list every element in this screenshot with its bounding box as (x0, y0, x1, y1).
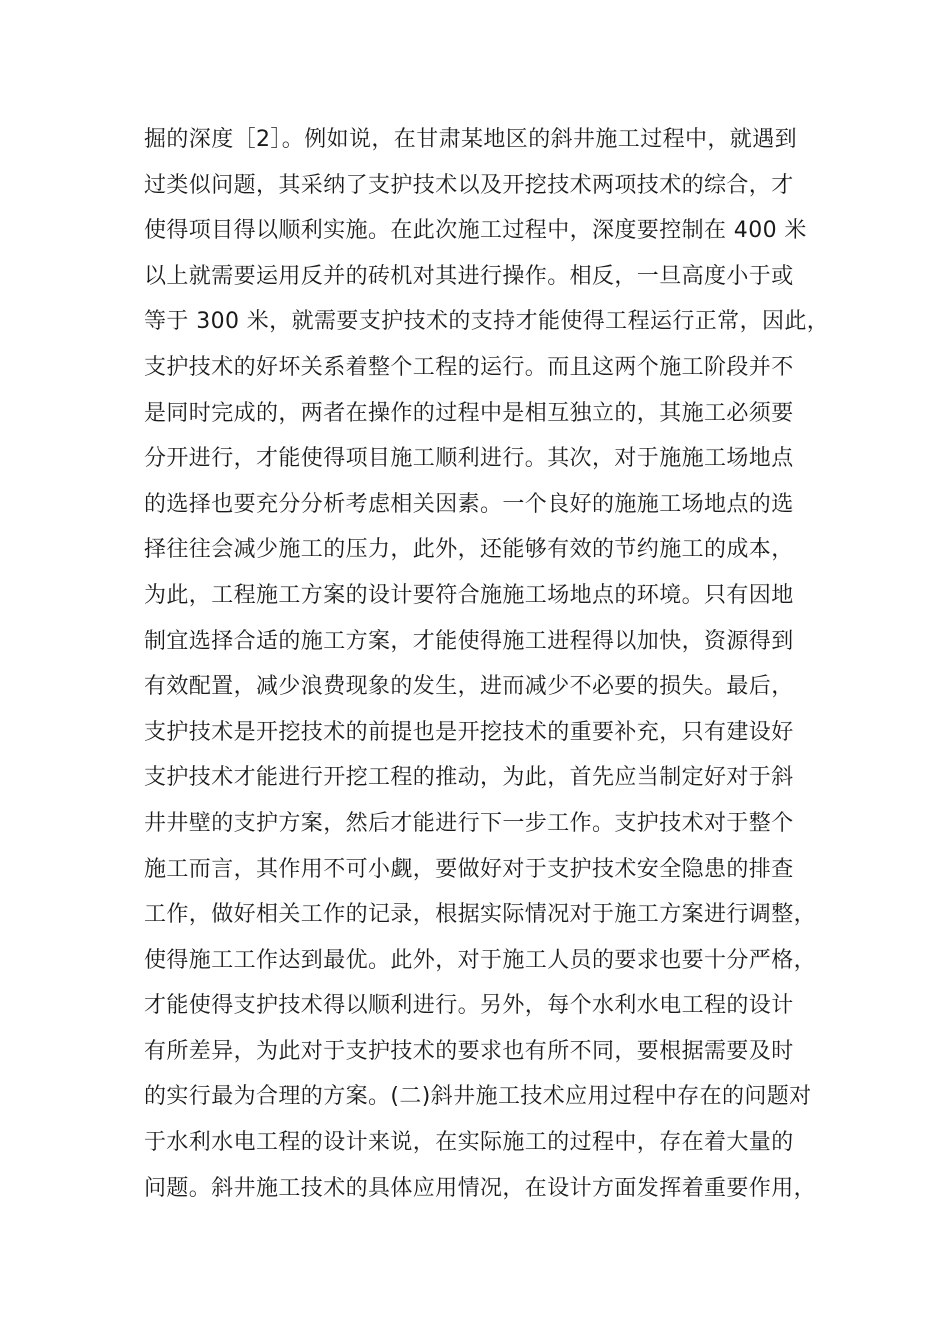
text-line: 支护技术是开挖技术的前提也是开挖技术的重要补充，只有建设好 (144, 719, 794, 745)
text-line: 于水利水电工程的设计来说，在实际施工的过程中，存在着大量的 (144, 1130, 794, 1156)
text-line: 的实行最为合理的方案。(二)斜井施工技术应用过程中存在的问题对 (144, 1084, 812, 1110)
body-text (144, 117, 830, 1211)
text-line: 过类似问题，其采纳了支护技术以及开挖技术两项技术的综合，才 (144, 172, 794, 198)
text-line: 有效配置，减少浪费现象的发生，进而减少不必要的损失。最后， (144, 674, 794, 700)
text-line: 择往往会减少施工的压力，此外，还能够有效的节约施工的成本， (144, 537, 794, 563)
text-line: 使得项目得以顺利实施。在此次施工过程中，深度要控制在 400 米 (144, 218, 807, 244)
text-line: 以上就需要运用反并的砖机对其进行操作。相反，一旦高度小于或 (144, 263, 794, 289)
text-line: 使得施工工作达到最优。此外，对于施工人员的要求也要十分严格， (144, 947, 817, 973)
text-line: 掘的深度［2］。例如说，在甘肃某地区的斜井施工过程中，就遇到 (144, 127, 797, 152)
text-line: 支护技术才能进行开挖工程的推动，为此，首先应当制定好对于斜 (144, 765, 794, 791)
text-line: 等于 300 米，就需要支护技术的支持才能使得工程运行正常，因此， (144, 309, 830, 335)
text-line: 为此，工程施工方案的设计要符合施施工场地点的环境。只有因地 (144, 582, 794, 608)
text-line: 井井壁的支护方案，然后才能进行下一步工作。支护技术对于整个 (144, 810, 794, 836)
text-line: 支护技术的好坏关系着整个工程的运行。而且这两个施工阶段并不 (144, 354, 794, 380)
text-line: 有所差异，为此对于支护技术的要求也有所不同，要根据需要及时 (144, 1038, 794, 1064)
text-line: 的选择也要充分分析考虑相关因素。一个良好的施施工场地点的选 (144, 491, 794, 517)
text-line: 是同时完成的，两者在操作的过程中是相互独立的，其施工必须要 (144, 400, 794, 426)
text-line: 分开进行，才能使得项目施工顺利进行。其次，对于施施工场地点 (144, 446, 794, 472)
text-line: 施工而言，其作用不可小觑，要做好对于支护技术安全隐患的排查 (144, 856, 794, 882)
text-line: 才能使得支护技术得以顺利进行。另外，每个水利水电工程的设计 (144, 993, 794, 1019)
text-line: 工作，做好相关工作的记录，根据实际情况对于施工方案进行调整， (144, 902, 817, 928)
text-line: 制宜选择合适的施工方案，才能使得施工进程得以加快，资源得到 (144, 628, 794, 654)
text-line: 问题。斜井施工技术的具体应用情况，在设计方面发挥着重要作用， (144, 1175, 817, 1201)
